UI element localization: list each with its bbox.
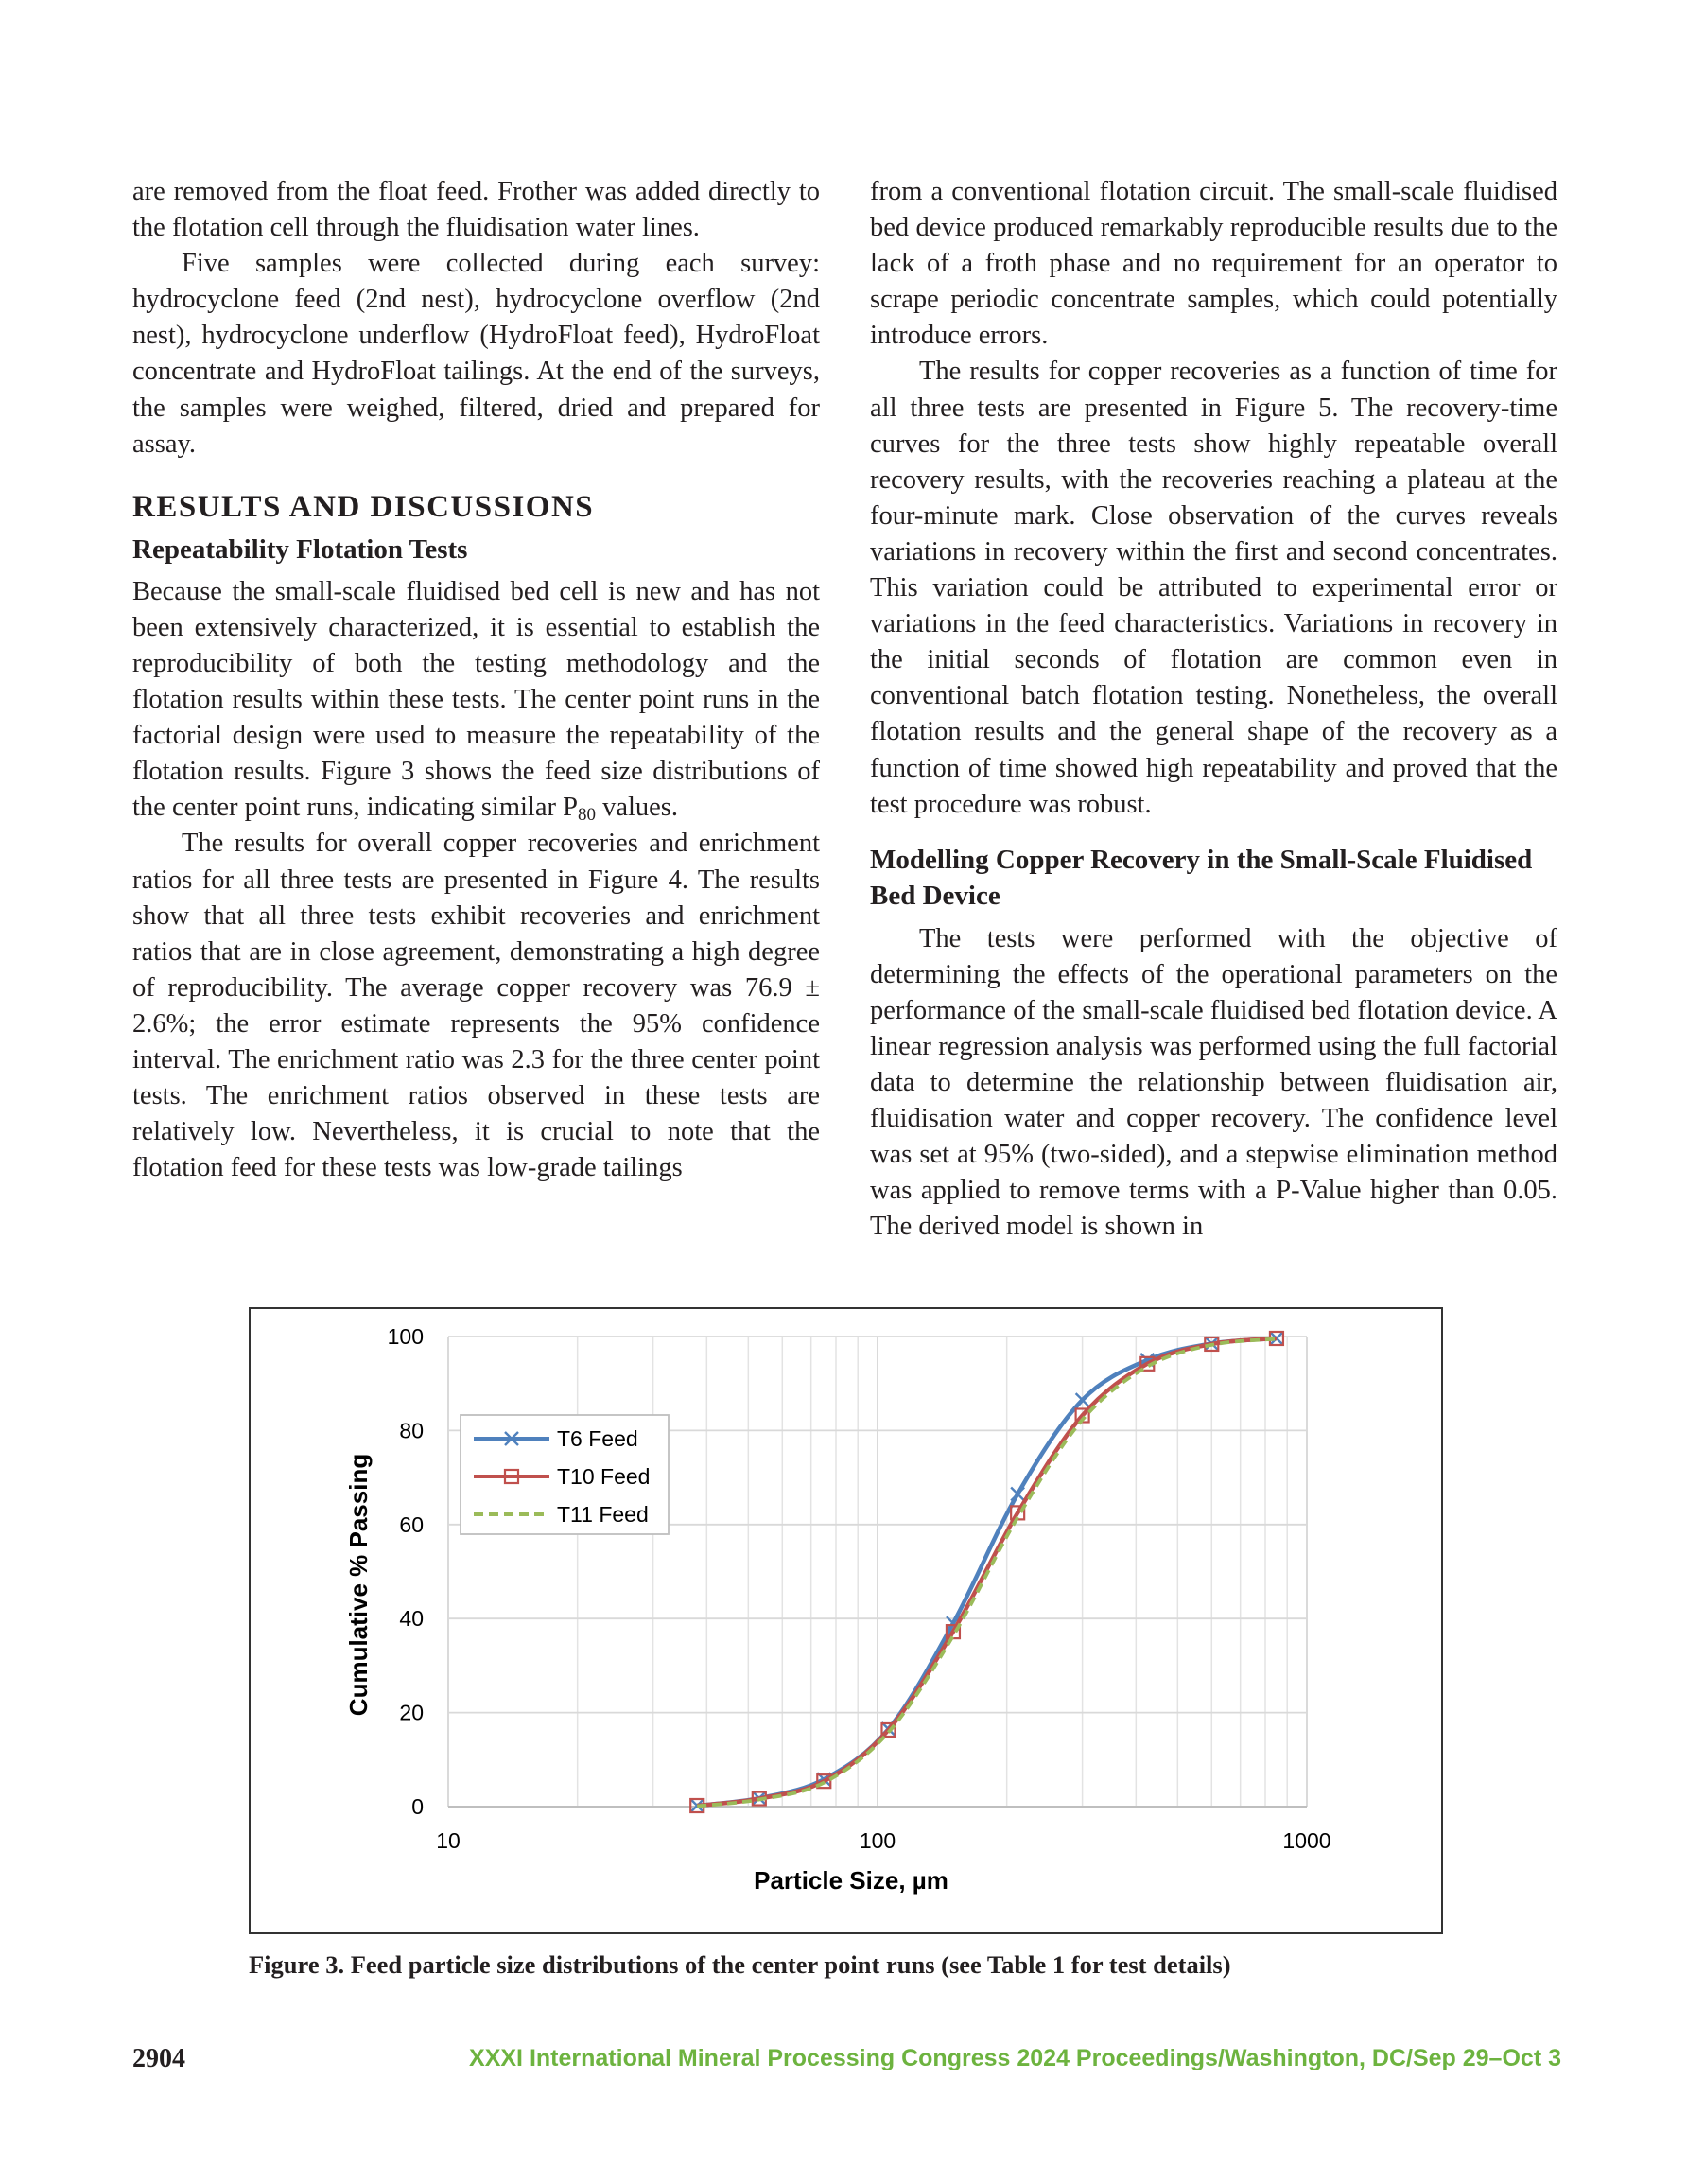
legend-entry: T6 Feed: [557, 1426, 638, 1451]
paragraph: The results for copper recoveries as a function of time for all three tests are presented in Figure 5. The recovery-time curves for the three tests show highly repeatable overall recovery results, with the recoveries reaching a plateau at the four-minute mark. Close observation of the curves reveals variations in recovery within the first and second concentrates. This variation could be attributed to experimental error or variations in the feed characteristics. Variations in recovery in the initial seconds of flotation are common even in conventional batch flotation testing. Nonetheless, the overall flotation results and the general shape of the recovery as a function of time showed high repeatability and proved that the test procedure was robust.: [870, 357, 1557, 819]
figure-frame: [249, 1307, 1443, 1934]
x-tick-label: 100: [859, 1828, 896, 1853]
x-tick-label: 10: [436, 1828, 461, 1853]
paragraph: are removed from the float feed. Frother was added directly to the flotation cell through the fluidisation water lines.: [132, 177, 820, 243]
y-axis-title: Cumulative % Passing: [344, 1453, 373, 1717]
section-heading: RESULTS AND DISCUSSIONS: [132, 489, 595, 524]
y-tick-label: 60: [399, 1511, 424, 1537]
left-column: [132, 174, 820, 1186]
x-axis-title: Particle Size, µm: [754, 1866, 948, 1895]
paragraph-text: Because the small-scale fluidised bed cell is new and has not been extensively characterized, it is essential to establish the reproducibility of both the testing methodology and the flotation results within these tests. The center point runs in the factorial design were used to measure the repeatability of the flotation results. Figure 3 shows the feed size distributions of the center point runs, indicating similar P: [132, 576, 820, 823]
right-column: [870, 174, 1557, 1246]
legend-entry: T11 Feed: [557, 1502, 649, 1527]
x-tick-label: 1000: [1282, 1828, 1331, 1853]
paragraph: [132, 574, 820, 827]
y-tick-label: 0: [411, 1794, 424, 1819]
subheading: Repeatability Flotation Tests: [132, 533, 468, 565]
subscript: 80: [577, 805, 596, 826]
series-line-t11-feed: [697, 1339, 1277, 1807]
data-point: [1011, 1487, 1024, 1500]
paragraph: The results for overall copper recoveries and enrichment ratios for all three tests are presented in Figure 4. The results show that all three tests exhibit recoveries and enrichment ratios that are in close agreement, demonstrating a high degree of reproducibility. The average copper recovery was 76.9 ± 2.6%; the error estimate represents the 95% confidence interval. The enrichment ratio was 2.3 for the three center point tests. The enrichment ratios observed in these tests are relatively low. Nevertheless, it is crucial to note that the flotation feed for these tests was low-grade tailings: [132, 829, 820, 1183]
paragraph: Five samples were collected during each survey: hydrocyclone feed (2nd nest), hydrocyclone overflow (2nd nest), hydrocyclone underflow (HydroFloat feed), HydroFloat concentrate and HydroFloat tailings. At the end of the surveys, the samples were weighed, filtered, dried and prepared for assay.: [132, 249, 820, 459]
paragraph-text: values.: [595, 793, 679, 823]
y-tick-label: 80: [399, 1418, 424, 1443]
y-tick-label: 100: [387, 1324, 424, 1349]
page-number: 2904: [132, 2044, 185, 2073]
running-footer: XXXI International Mineral Processing Congress 2024 Proceedings/Washington, DC/Sep 29–Oct 3: [469, 2045, 1561, 2071]
paragraph: from a conventional flotation circuit. The small-scale fluidised bed device produced remarkably reproducible results due to the lack of a froth phase and no requirement for an operator to scrape periodic concentrate samples, which could potentially introduce errors.: [870, 177, 1557, 351]
subheading: Modelling Copper Recovery in the Small-Scale Fluidised Bed Device: [870, 844, 1533, 911]
figure-caption: Figure 3. Feed particle size distributions of the center point runs (see Table 1 for test details): [249, 1950, 1231, 1979]
legend-entry: T10 Feed: [557, 1464, 651, 1489]
y-tick-label: 40: [399, 1606, 424, 1632]
y-tick-label: 20: [399, 1700, 424, 1725]
figure-chart: [251, 1309, 1441, 1932]
paragraph: The tests were performed with the objective of determining the effects of the operational parameters on the performance of the small-scale fluidised bed flotation device. A linear regression analysis was performed using the full factorial data to determine the relationship between fluidisation air, fluidisation water and copper recovery. The confidence level was set at 95% (two-sided), and a stepwise elimination method was applied to remove terms with a P-Value higher than 0.05. The derived model is shown in: [870, 923, 1557, 1242]
